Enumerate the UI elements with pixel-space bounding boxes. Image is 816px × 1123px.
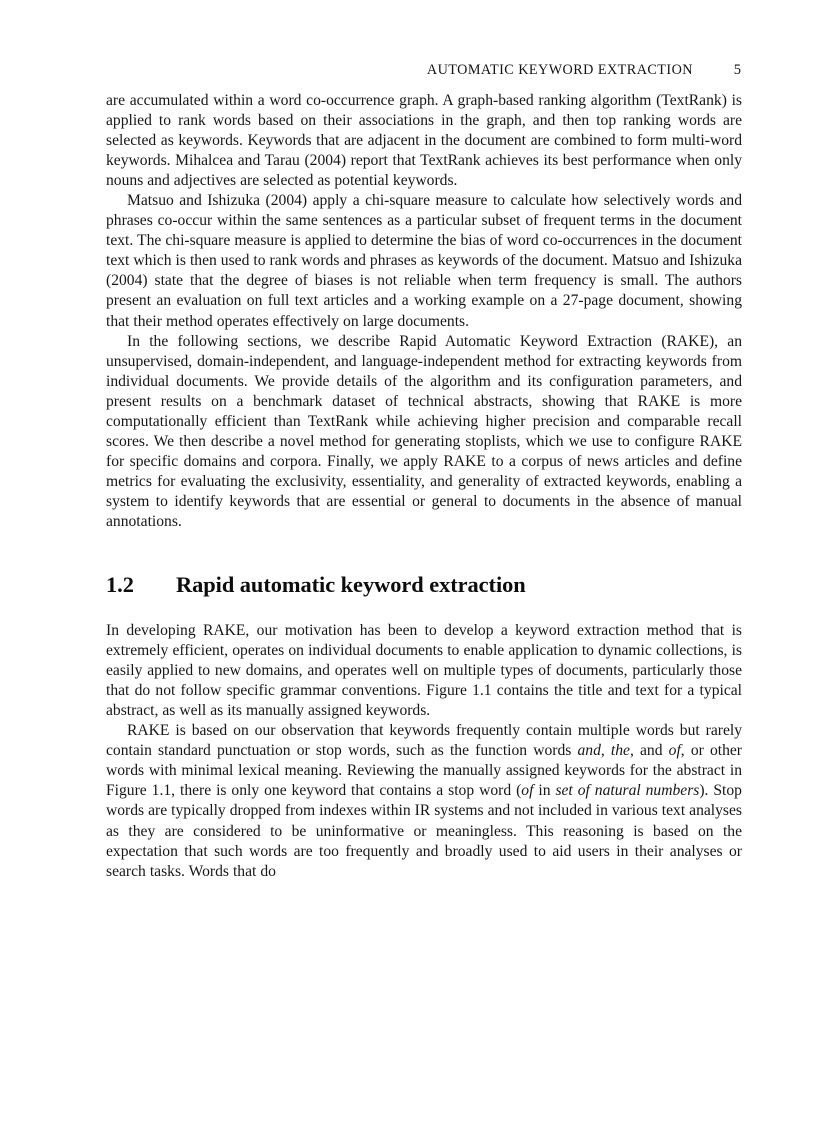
section-heading xyxy=(106,572,742,598)
heading-spacer-below xyxy=(106,598,742,621)
paragraph-5 xyxy=(106,721,742,881)
paragraph-5-seg-c: , and xyxy=(629,742,669,760)
paragraph-2: Matsuo and Ishizuka (2004) apply a chi-square measure to calculate how selectively words and phrases co-occur within the same sentences as a particular subset of frequent terms in the document text. The chi-square measure is applied to determine the bias of word co-occurrences in the document text which is then used to rank words and phrases as keywords of the document. Matsuo and Ishizuka (2004) state that the degree of biases is not reliable when term frequency is small. The authors present an evaluation on full text articles and a working example on a 27-page document, showing that their method operates effectively on large documents. xyxy=(106,192,742,330)
heading-spacer-above xyxy=(106,532,742,572)
section-title: Rapid automatic keyword extraction xyxy=(176,572,526,598)
paragraph-5-seg-d: , or other words with minimal lexical meaning. Reviewing the manually assigned keywords for the abstract in Figure 1.1, there is only one keyword that contains a stop word ( xyxy=(106,742,742,800)
italic-word-and: and xyxy=(577,742,601,760)
page-number: 5 xyxy=(733,62,741,78)
paragraph-5-seg-b: , xyxy=(600,742,611,760)
running-head-title: AUTOMATIC KEYWORD EXTRACTION xyxy=(426,62,693,78)
paragraph-5-seg-f: ). Stop words are typically dropped from indexes within IR systems and not included in various text analyses as they are considered to be uninformative or meaningless. This reasoning is based on the expectation that such words are too frequently and broadly used to aid users in their analyses or search tasks. Words that do xyxy=(106,782,742,880)
paragraph-1: are accumulated within a word co-occurrence graph. A graph-based ranking algorithm (TextRank) is applied to rank words based on their associations in the graph, and then top ranking words are selected as keywords. Keywords that are adjacent in the document are combined to form multi-word keywords. Mihalcea and Tarau (2004) report that TextRank achieves its best performance when only nouns and adjectives are selected as potential keywords. xyxy=(106,92,742,190)
italic-phrase-set-of-natural-numbers: set of natural numbers xyxy=(555,782,700,800)
paragraph-5-seg-e: in xyxy=(533,782,556,800)
running-head xyxy=(106,62,741,82)
paragraph-4: In developing RAKE, our motivation has been to develop a keyword extraction method that is extremely efficient, operates on individual documents to enable application to dynamic collections, is easily applied to new domains, and operates well on multiple types of documents, particularly those that do not follow specific grammar conventions. Figure 1.1 contains the title and text for a typical abstract, as well as its manually assigned keywords. xyxy=(106,622,742,720)
paragraph-5-seg-a: RAKE is based on our observation that keywords frequently contain multiple words but rarely contain standard punctuation or stop words, such as the function words xyxy=(106,722,742,760)
section-number: 1.2 xyxy=(106,572,134,598)
paragraph-3: In the following sections, we describe Rapid Automatic Keyword Extraction (RAKE), an unsupervised, domain-independent, and language-independent method for extracting keywords from individual documents. We provide details of the algorithm and its configuration parameters, and present results on a benchmark dataset of technical abstracts, showing that RAKE is more computationally efficient than TextRank while achieving higher precision and comparable recall scores. We then describe a novel method for generating stoplists, which we use to configure RAKE for specific domains and corpora. Finally, we apply RAKE to a corpus of news articles and define metrics for evaluating the exclusivity, essentiality, and generality of extracted keywords, enabling a system to identify keywords that are essential or general to documents in the absence of manual annotations. xyxy=(106,332,742,530)
italic-word-the: the xyxy=(610,742,630,760)
text-column xyxy=(106,91,742,882)
italic-word-of-2: of xyxy=(521,782,534,800)
italic-word-of: of xyxy=(668,742,681,760)
